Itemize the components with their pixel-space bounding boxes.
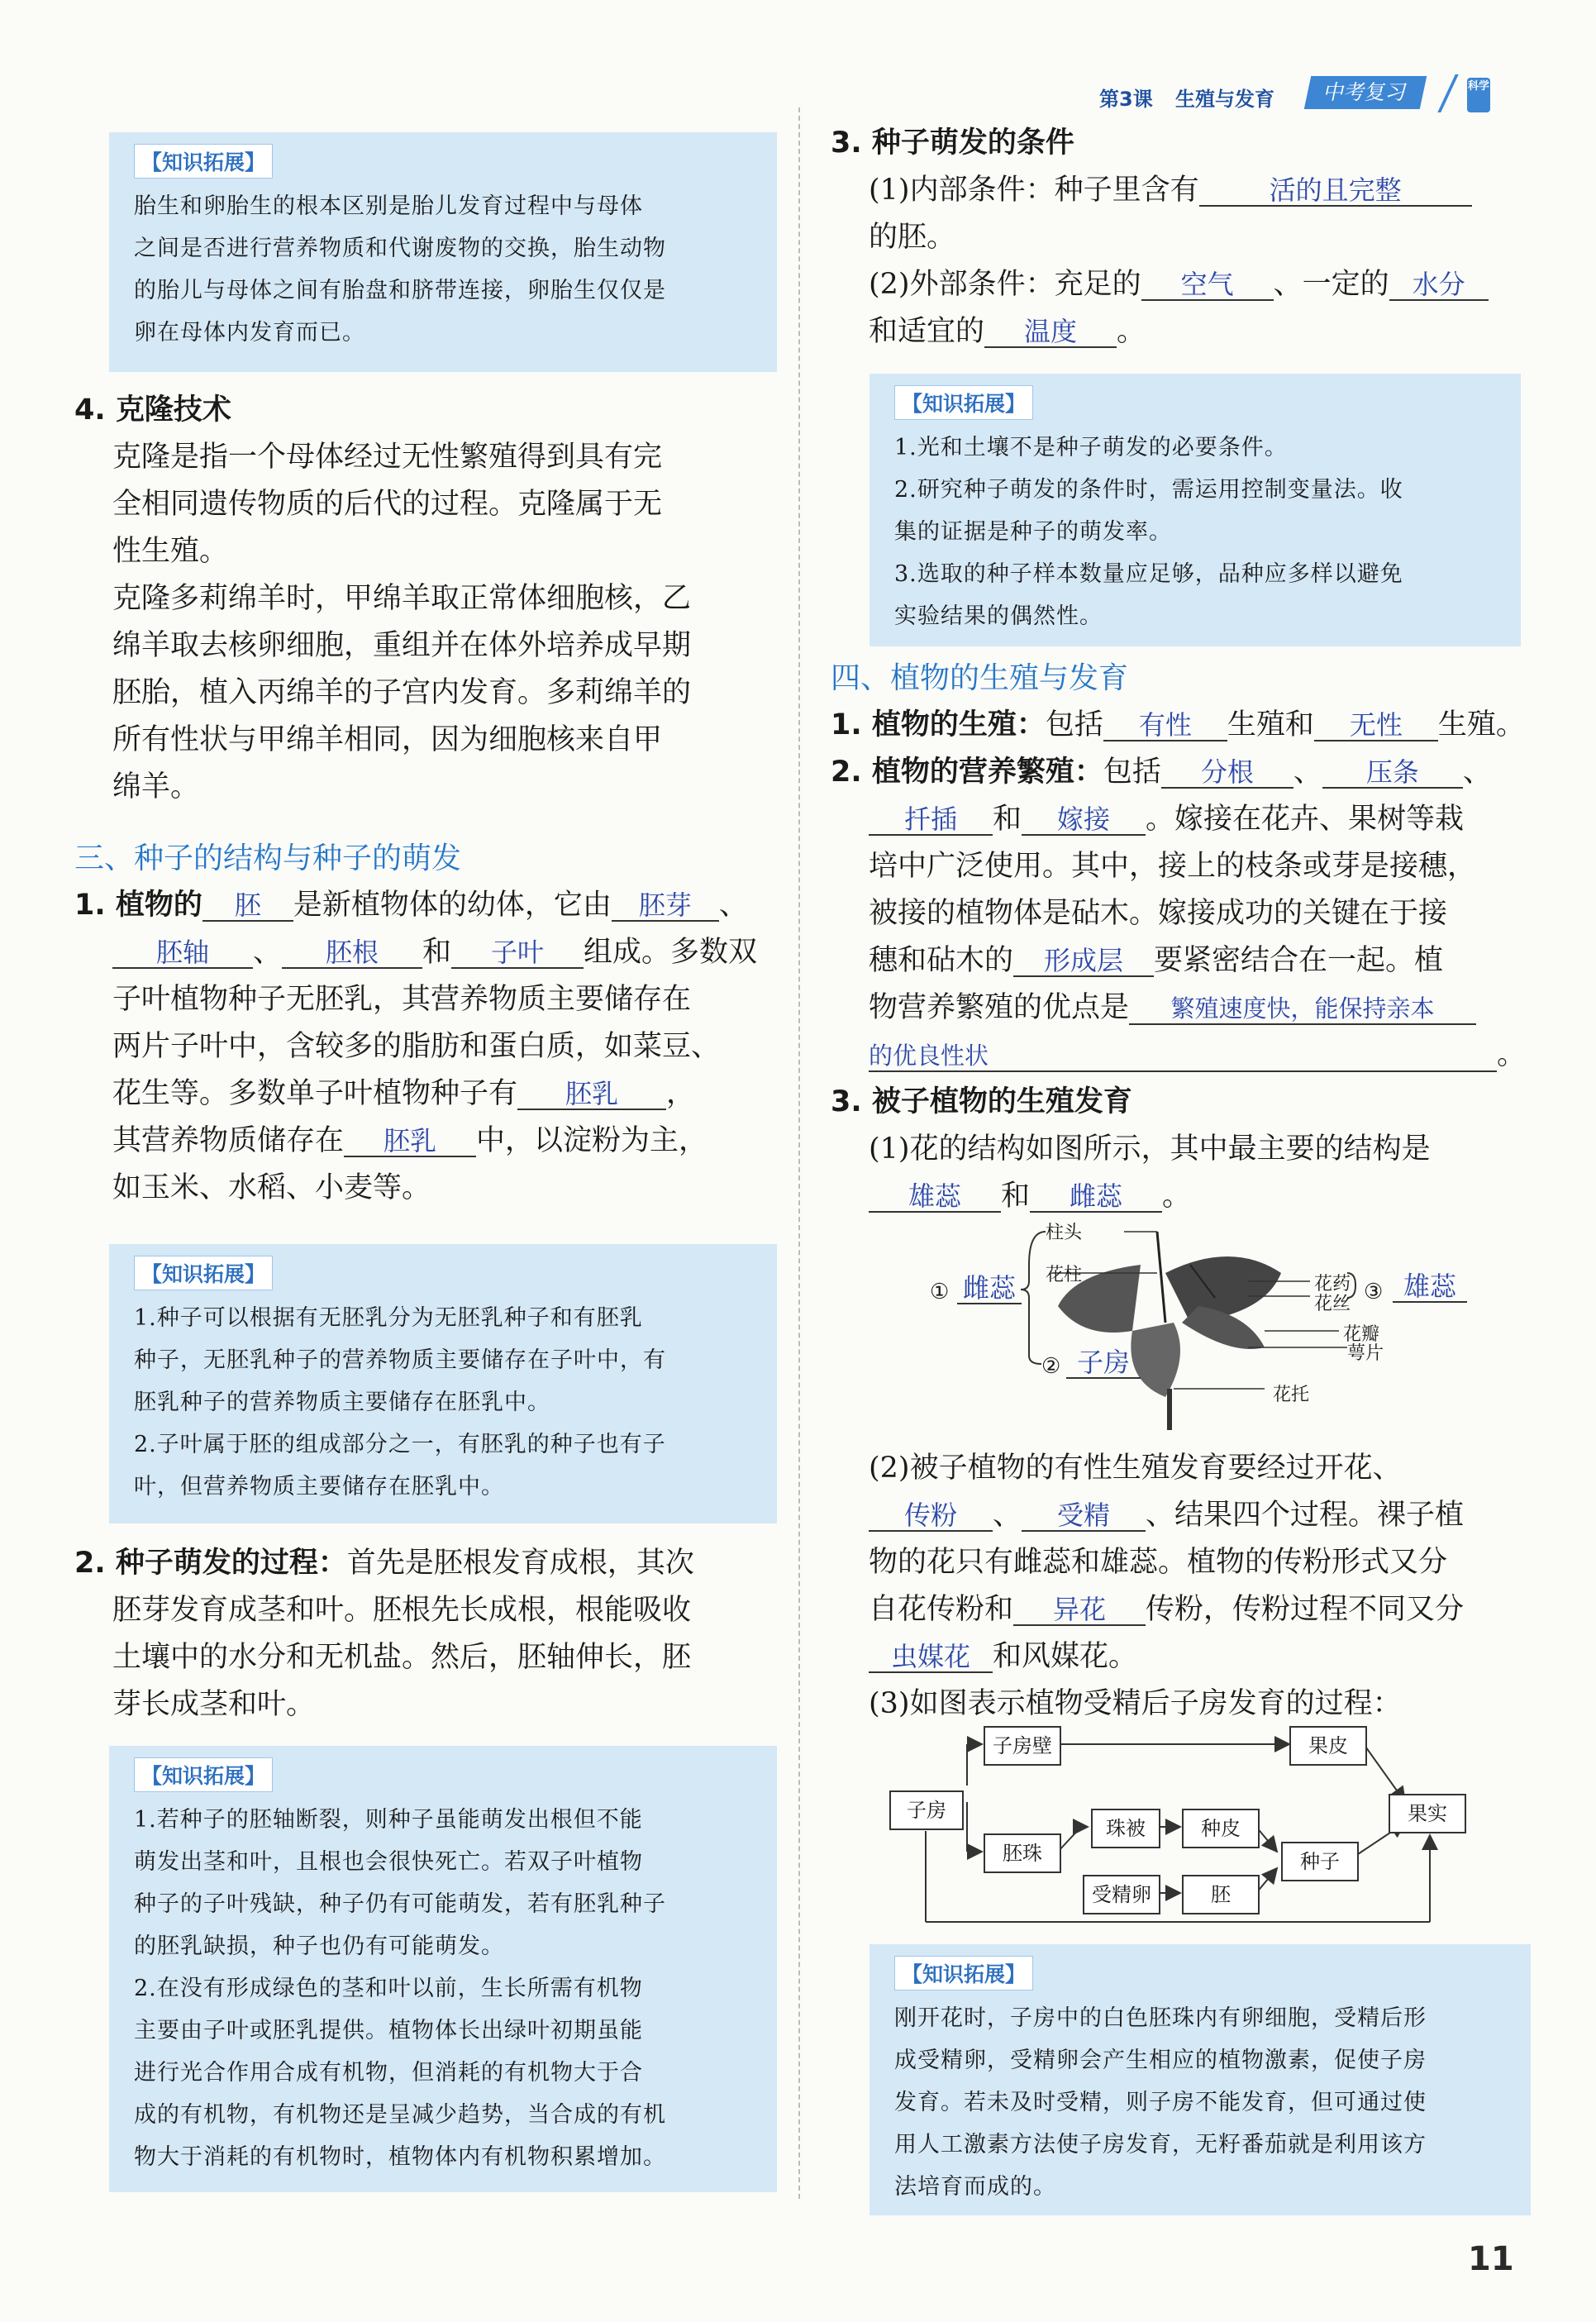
box-line: 种子，无胚乳种子的营养物质主要储存在子叶中，有 <box>134 1347 666 1373</box>
box-line: 叶，但营养物质主要储存在胚乳中。 <box>134 1474 504 1500</box>
q3-text: (2)外部条件：充足的 <box>869 268 1141 301</box>
clone-heading: 4. 克隆技术 <box>74 393 231 427</box>
answer-blank: 活的且完整 <box>1199 175 1472 207</box>
q1-text: 是新植物体的幼体，它由 <box>293 889 612 922</box>
clone-section <box>74 387 785 811</box>
answer-blank: 雄蕊 <box>869 1181 1001 1213</box>
answer-blank: 胚根 <box>282 937 422 969</box>
subject-badge: 科学 <box>1467 78 1490 112</box>
p1-heading: 1. 植物的生殖： <box>831 708 1046 741</box>
q1-text: ， <box>666 1077 696 1110</box>
p4-text: 、 <box>993 1499 1022 1532</box>
answer-blank: 异花 <box>1013 1595 1146 1626</box>
box-line: 2.在没有形成绿色的茎和叶以前，生长所需有机物 <box>134 1976 643 2001</box>
node-seed: 种子 <box>1281 1842 1359 1881</box>
q2-text: 土壤中的水分和无机盐。然后，胚轴伸长，胚 <box>112 1641 692 1674</box>
answer-blank: 温度 <box>984 317 1117 348</box>
box-line: 刚开花时，子房中的白色胚珠内有卵细胞，受精后形 <box>894 2005 1427 2031</box>
answer-blank: 扦插 <box>869 804 993 836</box>
p2-text: 要紧密结合在一起。植 <box>1154 944 1444 977</box>
slash-divider <box>1437 74 1458 112</box>
q1-text: 如玉米、水稻、小麦等。 <box>112 1171 431 1204</box>
box-title: 【知识拓展】 <box>134 144 273 179</box>
box-title: 【知识拓展】 <box>134 1256 273 1290</box>
p3-text: 和 <box>1001 1180 1031 1213</box>
pollination-text <box>831 1445 1558 1728</box>
box-title: 【知识拓展】 <box>134 1757 273 1792</box>
answer-blank: 空气 <box>1141 269 1274 301</box>
answer-blank: 雌蕊 <box>1030 1181 1162 1213</box>
answer-blank: 水分 <box>1389 269 1489 301</box>
box-line: 实验结果的偶然性。 <box>894 603 1103 629</box>
p4-text: (2)被子植物的有性生殖发育要经过开花、 <box>869 1452 1402 1485</box>
p2-text: 穗和砧木的 <box>869 944 1014 977</box>
flower-diagram <box>917 1215 1496 1438</box>
p1-text: 生殖。 <box>1437 708 1525 741</box>
box-line: 物大于消耗的有机物时，植物体内有机物积累增加。 <box>134 2144 666 2170</box>
plant-reproduction <box>831 655 1558 1220</box>
knowledge-box-ovary <box>869 1944 1531 2215</box>
seed-section <box>74 835 785 1212</box>
box-line: 的胎儿与母体之间有胎盘和脐带连接，卵胎生仅仅是 <box>134 278 666 303</box>
p4-text: 、结果四个过程。裸子植 <box>1146 1499 1465 1532</box>
answer-blank: 雄蕊 <box>1393 1271 1467 1303</box>
answer-blank: 受精 <box>1022 1500 1146 1532</box>
box-line: 进行光合作用合成有机物，但消耗的有机物大于合 <box>134 2060 643 2086</box>
answer-blank: 分根 <box>1161 757 1293 789</box>
label-petal: 花瓣 <box>1343 1324 1380 1345</box>
q1-text: 中，以淀粉为主， <box>476 1124 708 1157</box>
q3-text: 。 <box>1117 315 1146 348</box>
p2-text: 。 <box>1497 1038 1527 1071</box>
answer-blank: 压条 <box>1322 757 1463 789</box>
label-style: 花柱 <box>1046 1265 1083 1285</box>
box-line: 1.种子可以根据有无胚乳分为无胚乳种子和有胚乳 <box>134 1305 643 1331</box>
q1-text: 组成。多数双 <box>584 936 758 969</box>
p3-text: 。 <box>1162 1180 1192 1213</box>
label-receptacle: 花托 <box>1273 1385 1310 1405</box>
clone-paragraph-line: 克隆是指一个母体经过无性繁殖得到具有完 <box>112 441 663 474</box>
answer-blank: 繁殖速度快，能保持亲本 <box>1129 994 1476 1025</box>
q3-text: 、一定的 <box>1273 268 1389 301</box>
column-divider <box>798 107 800 2199</box>
q2-text: 首先是胚根发育成根，其次 <box>346 1547 694 1580</box>
label-sepal: 萼片 <box>1347 1343 1384 1364</box>
review-tag: 中考复习 <box>1304 76 1427 109</box>
p2-text: 。嫁接在花卉、果树等栽 <box>1146 803 1465 836</box>
box-line: 用人工激素方法使子房发育，无籽番茄就是利用该方 <box>894 2132 1427 2158</box>
node-ovary: 子房 <box>889 1790 964 1830</box>
p2-text: 培中广泛使用。其中，接上的枝条或芽是接穗， <box>869 850 1477 883</box>
p2-text: 、 <box>1293 756 1322 789</box>
box-line: 1.若种子的胚轴断裂，则种子虽能萌发出根但不能 <box>134 1807 643 1833</box>
label-filament: 花丝 <box>1314 1294 1351 1314</box>
node-ovary-wall: 子房壁 <box>984 1726 1061 1766</box>
p4-text: 自花传粉和 <box>869 1593 1014 1626</box>
clone-paragraph-line: 绵羊取去核卵细胞，重组并在体外培养成早期 <box>112 629 692 662</box>
answer-blank: 胚轴 <box>112 937 253 969</box>
box-line: 集的证据是种子的萌发率。 <box>894 519 1172 545</box>
germination-conditions <box>831 120 1558 355</box>
clone-paragraph-line: 绵羊。 <box>112 770 200 803</box>
q2-heading: 2. 种子萌发的过程： <box>74 1547 347 1580</box>
p4-text: 和风媒花。 <box>993 1640 1138 1673</box>
box-line: 胚乳种子的营养物质主要储存在胚乳中。 <box>134 1390 550 1415</box>
answer-blank: 形成层 <box>1013 946 1154 977</box>
clone-paragraph-line: 全相同遗传物质的后代的过程。克隆属于无 <box>112 488 663 521</box>
node-integument: 珠被 <box>1091 1809 1160 1848</box>
p4-text: 传粉，传粉过程不同又分 <box>1146 1593 1465 1626</box>
answer-blank: 嫁接 <box>1022 804 1146 836</box>
q3-heading: 3. 种子萌发的条件 <box>831 126 1074 160</box>
answer-blank: 雌蕊 <box>957 1273 1022 1304</box>
q1-text: 、 <box>718 889 748 922</box>
marker-2: ② <box>1041 1354 1061 1379</box>
node-fruit: 果实 <box>1389 1794 1466 1833</box>
knowledge-box-conditions <box>869 374 1521 646</box>
p3-heading: 3. 被子植物的生殖发育 <box>831 1085 1132 1118</box>
knowledge-box-endosperm <box>109 1244 777 1523</box>
clone-paragraph-line: 性生殖。 <box>112 535 229 568</box>
p3-text: (1)花的结构如图所示，其中最主要的结构是 <box>869 1132 1431 1166</box>
clone-paragraph-line: 胚胎，植入丙绵羊的子宫内发育。多莉绵羊的 <box>112 676 692 709</box>
p1-text: 生殖和 <box>1227 708 1314 741</box>
answer-blank: 传粉 <box>869 1500 993 1532</box>
box-line: 1.光和土壤不是种子萌发的必要条件。 <box>894 435 1288 460</box>
box-line: 2.研究种子萌发的条件时，需运用控制变量法。收 <box>894 477 1403 503</box>
answer-blank: 子叶 <box>451 937 584 969</box>
answer-blank: 胚 <box>202 890 293 922</box>
q1-text: 花生等。多数单子叶植物种子有 <box>112 1077 518 1110</box>
answer-blank: 子房 <box>1066 1347 1141 1379</box>
knowledge-box-germination <box>109 1746 777 2192</box>
page-number: 11 <box>1468 2240 1514 2278</box>
box-line: 2.子叶属于胚的组成部分之一，有胚乳的种子也有子 <box>134 1432 666 1457</box>
p1-text: 包括 <box>1045 708 1103 741</box>
box-line: 发育。若未及时受精，则子房不能发育，但可通过使 <box>894 2090 1427 2115</box>
answer-blank: 虫媒花 <box>869 1642 993 1673</box>
box-line: 成的有机物，有机物还是呈减少趋势，当合成的有机 <box>134 2102 666 2128</box>
box-line: 卵在母体内发育而已。 <box>134 320 365 346</box>
ovary-flowchart <box>884 1719 1513 1926</box>
box-line: 种子的子叶残缺，种子仍有可能萌发，若有胚乳种子 <box>134 1891 666 1917</box>
answer-blank: 胚芽 <box>612 890 719 922</box>
box-title: 【知识拓展】 <box>894 1956 1033 1991</box>
flower-illustration <box>917 1215 1496 1438</box>
box-line: 主要由子叶或胚乳提供。植物体长出绿叶初期虽能 <box>134 2018 643 2043</box>
p2-text: 、 <box>1462 756 1492 789</box>
answer-blank: 的优良性状 <box>869 1041 1497 1072</box>
page-header <box>1099 76 1562 114</box>
p4-text: (3)如图表示植物受精后子房发育的过程： <box>869 1687 1402 1720</box>
q1-text: 子叶植物种子无胚乳，其营养物质主要储存在 <box>112 983 692 1016</box>
answer-blank: 胚乳 <box>344 1126 476 1157</box>
node-ovule: 胚珠 <box>984 1833 1061 1873</box>
box-line: 法培育而成的。 <box>894 2174 1056 2200</box>
box-line: 成受精卵，受精卵会产生相应的植物激素，促使子房 <box>894 2048 1427 2073</box>
p2-text: 包括 <box>1103 756 1161 789</box>
q1-text: 其营养物质储存在 <box>112 1124 345 1157</box>
node-pericarp: 果皮 <box>1289 1726 1367 1766</box>
box-line: 之间是否进行营养物质和代谢废物的交换，胎生动物 <box>134 236 666 261</box>
section-heading-4: 四、植物的生殖与发育 <box>831 661 1129 695</box>
q3-text: 和适宜的 <box>869 315 985 348</box>
q2-text: 芽长成茎和叶。 <box>112 1688 316 1721</box>
q1-text: 、 <box>253 936 283 969</box>
knowledge-box-viviparity <box>109 132 777 372</box>
answer-blank: 无性 <box>1314 710 1438 741</box>
germination-process <box>74 1540 785 1728</box>
answer-blank: 胚乳 <box>517 1079 666 1110</box>
box-line: 的胚乳缺损，种子也仍有可能萌发。 <box>134 1933 504 1959</box>
answer-blank: 有性 <box>1103 710 1227 741</box>
q3-text: (1)内部条件：种子里含有 <box>869 174 1199 207</box>
node-seed-coat: 种皮 <box>1182 1809 1260 1848</box>
q1-text: 1. 植物的 <box>74 889 202 922</box>
q1-text: 两片子叶中，含较多的脂肪和蛋白质，如菜豆、 <box>112 1030 721 1063</box>
p2-text: 被接的植物体是砧木。嫁接成功的关键在于接 <box>869 897 1448 930</box>
q1-text: 和 <box>422 936 452 969</box>
node-fertilized-egg: 受精卵 <box>1083 1875 1160 1914</box>
q2-text: 胚芽发育成茎和叶。胚根先长成根，根能吸收 <box>112 1594 692 1627</box>
marker-3: ③ <box>1364 1280 1384 1304</box>
label-anther: 花药 <box>1314 1274 1351 1295</box>
clone-paragraph-line: 所有性状与甲绵羊相同，因为细胞核来自甲 <box>112 723 663 756</box>
lesson-number: 第3课 <box>1099 88 1153 111</box>
label-stigma: 柱头 <box>1046 1223 1083 1243</box>
box-line: 萌发出茎和叶，且根也会很快死亡。若双子叶植物 <box>134 1849 643 1875</box>
section-heading-3: 三、种子的结构与种子的萌发 <box>74 842 462 875</box>
p2-heading: 2. 植物的营养繁殖： <box>831 756 1103 789</box>
p2-text: 和 <box>993 803 1022 836</box>
p4-text: 物的花只有雌蕊和雄蕊。植物的传粉形式又分 <box>869 1546 1448 1579</box>
box-line: 3.选取的种子样本数量应足够，品种应多样以避免 <box>894 561 1403 587</box>
node-embryo: 胚 <box>1182 1875 1260 1914</box>
marker-1: ① <box>930 1280 950 1304</box>
box-line: 胎生和卵胎生的根本区别是胎儿发育过程中与母体 <box>134 193 643 219</box>
q3-text: 的胚。 <box>869 221 956 254</box>
box-title: 【知识拓展】 <box>894 385 1033 420</box>
lesson-topic: 生殖与发育 <box>1175 88 1274 111</box>
clone-paragraph-line: 克隆多莉绵羊时，甲绵羊取正常体细胞核，乙 <box>112 582 692 615</box>
p2-text: 物营养繁殖的优点是 <box>869 991 1130 1024</box>
